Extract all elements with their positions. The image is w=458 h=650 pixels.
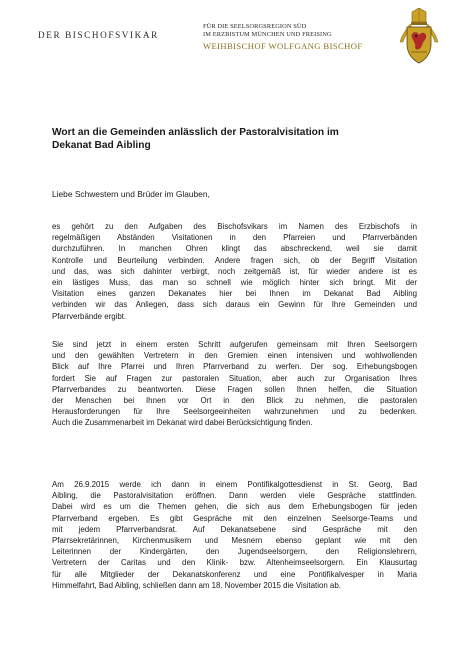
- text-line: mit jedem Pfarrverbandsrat. Auf Dekanatsebene sind Gespräche mit den: [52, 524, 417, 534]
- text-line: Pfarrsekretärinnen, Kirchenmusikern und Mesnern ebenso geplant wie mit den: [52, 536, 417, 546]
- text-line: der Menschen bei Ihnen vor Ort in den Blick zu nehmen, die pastoralen: [52, 396, 417, 406]
- text-line: Leiterinnen der Kindergärten, den Jugendseelsorgern, den Religionslehrern,: [52, 547, 417, 557]
- text-line: durchzuführen. In manchen Ohren klingt das abschreckend, weil sie damit: [52, 244, 417, 254]
- text-line: Pfarrverbände ergibt.: [52, 311, 127, 321]
- paragraph: [52, 479, 417, 591]
- paragraph: [52, 221, 417, 322]
- coat-of-arms-icon: [398, 8, 440, 66]
- paragraph: [52, 339, 417, 429]
- text-line: verbinden wir das Anliegen, dass sich daraus ein Gewinn für Ihre Gemeinden und: [52, 300, 417, 310]
- text-line: Sie sind jetzt in einem ersten Schritt aufgerufen gemeinsam mit Ihren Seelsorgern: [52, 340, 417, 349]
- letter-title: [52, 127, 422, 152]
- region-info: [203, 23, 332, 39]
- text-line: Blick auf Ihre Pfarrei und Ihren Pfarrverband zu werfen. Der sog. Erhebungsbogen: [52, 362, 417, 372]
- text-line: für alle Mitglieder der Dekanatskonferenz und eine Pontifikalvesper in Maria: [52, 569, 417, 579]
- text-line: fordert Sie auf Fragen zur pastoralen Situation, aber auch zur Organisation Ihres: [52, 373, 417, 383]
- text-line: Am 26.9.2015 werde ich dann in einem Pontifikalgottesdienst in St. Georg, Bad: [52, 480, 417, 489]
- text-line: regelmäßigen Abständen Visitationen in den Pfarreien und Pfarrverbänden: [52, 233, 417, 243]
- text-line: Aibling, die Pastoralvisitation eröffnen. Dann werden viele Gespräche stattfinden.: [52, 491, 417, 501]
- text-line: Himmelfahrt, Bad Aibling, schließen dann am 18. November 2015 die Visitation ab.: [52, 580, 341, 590]
- text-line: und den gewählten Vertretern in den Gremien einen intensiven und wohlwollenden: [52, 351, 417, 361]
- text-line: Pfarrverband ergeben. Es gibt Gespräche mit den einzelnen Seelsorge-Teams und: [52, 513, 417, 523]
- salutation: Liebe Schwestern und Brüder im Glauben,: [52, 189, 210, 199]
- text-line: und das, was sich dahinter verbirgt, noch zeitgemäß ist, für wieder andere ist es: [52, 266, 417, 276]
- text-line: Vertretern der Caritas und den Klinik- bzw. Altenheimseelsorgern. Ein Klausurtag: [52, 558, 417, 568]
- title-line: Dekanat Bad Aibling: [52, 139, 151, 151]
- text-line: Visitation eines ganzen Dekanates hier bei Ihnen im Dekanat Bad Aibling: [52, 289, 417, 299]
- region-line: FÜR DIE SEELSORGSREGION SÜD: [203, 23, 307, 30]
- text-line: Kontrolle und Beurteilung verbinden. Andere fragen sich, ob der Begriff Visitation: [52, 255, 417, 265]
- bishop-name: WEIHBISCHOF WOLFGANG BISCHOF: [203, 41, 363, 51]
- text-line: ein lästiges Muss, das man so schnell wie möglich hinter sich bringt. Mit der: [52, 278, 417, 288]
- region-line: IM ERZBISTUM MÜNCHEN UND FREISING: [203, 31, 332, 39]
- text-line: Pfarrverbandes zu beantworten. Diese Fragen sollen Ihnen helfen, die Situation: [52, 384, 417, 394]
- text-line: es gehört zu den Aufgaben des Bischofsvikars im Namen des Erzbischofs in: [52, 222, 417, 231]
- text-line: Herausforderungen für Ihre Seelsorgeeinheiten wahrzunehmen und zu bedenken.: [52, 407, 417, 417]
- text-line: Dabei wird es um die Themen gehen, die sich aus dem Erhebungsbogen für jeden: [52, 502, 417, 512]
- title-line: Wort an die Gemeinden anlässlich der Pastoralvisitation im: [52, 127, 339, 138]
- text-line: Auch die Zusammenarbeit im Dekanat wird dabei Berücksichtigung finden.: [52, 418, 313, 428]
- sender-title: DER BISCHOFSVIKAR: [38, 30, 159, 40]
